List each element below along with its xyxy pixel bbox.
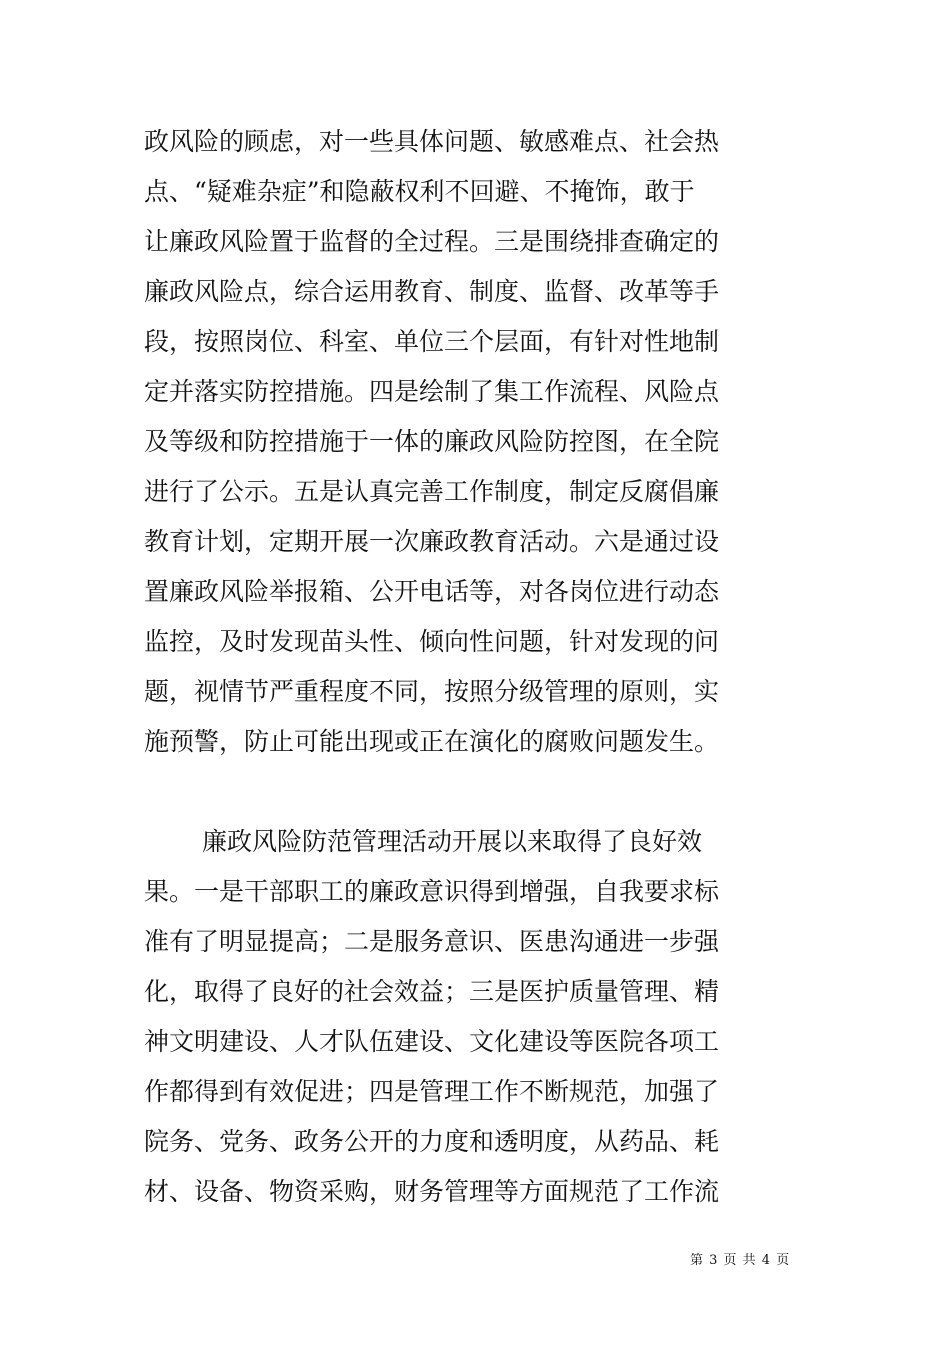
paragraph-2 <box>144 817 784 1217</box>
text-line: 院务、党务、政务公开的力度和透明度，从药品、耗 <box>144 1127 720 1156</box>
text-line: 神文明建设、人才队伍建设、文化建设等医院各项工 <box>144 1027 720 1056</box>
text-line: 化，取得了良好的社会效益；三是医护质量管理、精 <box>144 977 720 1006</box>
text-line: 题，视情节严重程度不同，按照分级管理的原则，实 <box>144 677 720 706</box>
text-line: 段，按照岗位、科室、单位三个层面，有针对性地制 <box>144 327 720 356</box>
text-line: 作都得到有效促进；四是管理工作不断规范，加强了 <box>144 1077 720 1106</box>
text-line: 材、设备、物资采购，财务管理等方面规范了工作流 <box>144 1177 720 1206</box>
text-line: 点、“疑难杂症”和隐蔽权利不回避、不掩饰，敢于 <box>144 177 695 206</box>
text-line: 廉政风险防范管理活动开展以来取得了良好效 <box>202 827 703 856</box>
text-line: 让廉政风险置于监督的全过程。三是围绕排查确定的 <box>144 227 720 256</box>
paragraph-1 <box>144 117 784 767</box>
text-line: 果。一是干部职工的廉政意识得到增强，自我要求标 <box>144 877 720 906</box>
text-line: 教育计划，定期开展一次廉政教育活动。六是通过设 <box>144 527 720 556</box>
text-line: 及等级和防控措施于一体的廉政风险防控图，在全院 <box>144 427 720 456</box>
text-line: 定并落实防控措施。四是绘制了集工作流程、风险点 <box>144 377 720 406</box>
page-number-footer: 第 3 页 共 4 页 <box>690 1253 791 1268</box>
text-line: 监控，及时发现苗头性、倾向性问题，针对发现的问 <box>144 627 720 656</box>
text-line: 廉政风险点，综合运用教育、制度、监督、改革等手 <box>144 277 720 306</box>
text-line: 进行了公示。五是认真完善工作制度，制定反腐倡廉 <box>144 477 720 506</box>
text-line: 准有了明显提高；二是服务意识、医患沟通进一步强 <box>144 927 720 956</box>
text-line: 施预警，防止可能出现或正在演化的腐败问题发生。 <box>144 727 720 756</box>
text-line: 置廉政风险举报箱、公开电话等，对各岗位进行动态 <box>144 577 720 606</box>
text-line: 政风险的顾虑，对一些具体问题、敏感难点、社会热 <box>144 127 720 156</box>
